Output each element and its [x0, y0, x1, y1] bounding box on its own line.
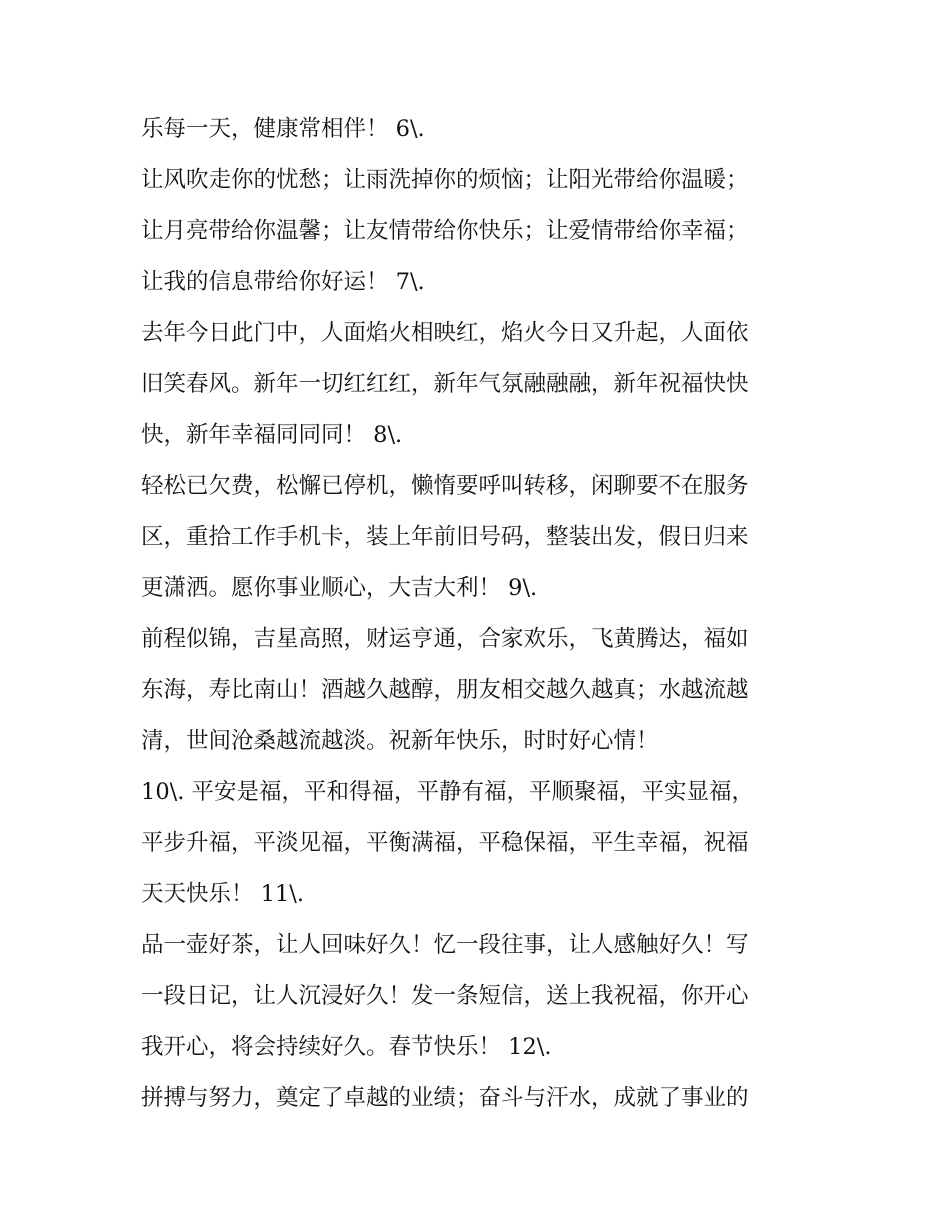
text-line: 轻松已欠费，松懈已停机，懒惰要呼叫转移，闲聊要不在服务 [141, 473, 749, 499]
text-line: 平步升福，平淡见福，平衡满福，平稳保福，平生幸福，祝福 [141, 830, 749, 856]
text-line: 让我的信息带给你好运！ 7\. [141, 269, 425, 295]
text-line: 我开心，将会持续好久。春节快乐！ 12\. [141, 1034, 552, 1060]
text-line: 东海，寿比南山！酒越久越醇，朋友相交越久越真；水越流越 [141, 677, 749, 703]
text-line: 让风吹走你的忧愁；让雨洗掉你的烦恼；让阳光带给你温暖； [141, 167, 749, 193]
text-line: 10\. 平安是福，平和得福，平静有福，平顺聚福，平实显福， [141, 779, 755, 805]
text-line: 天天快乐！ 11\. [141, 881, 305, 907]
body-text [141, 104, 821, 1124]
text-line: 更潇洒。愿你事业顺心，大吉大利！ 9\. [141, 575, 538, 601]
text-line: 快，新年幸福同同同！ 8\. [141, 422, 403, 448]
text-line: 拼搏与努力，奠定了卓越的业绩；奋斗与汗水，成就了事业的 [141, 1085, 749, 1111]
text-line: 去年今日此门中，人面焰火相映红，焰火今日又升起，人面依 [141, 320, 749, 346]
text-line: 清，世间沧桑越流越淡。祝新年快乐，时时好心情！ [141, 728, 659, 754]
text-line: 旧笑春风。新年一切红红红，新年气氛融融融，新年祝福快快 [141, 371, 749, 397]
text-line: 让月亮带给你温馨；让友情带给你快乐；让爱情带给你幸福； [141, 218, 749, 244]
text-line: 前程似锦，吉星高照，财运亨通，合家欢乐，飞黄腾达，福如 [141, 626, 749, 652]
text-line: 区，重拾工作手机卡，装上年前旧号码，整装出发，假日归来 [141, 524, 749, 550]
text-line: 品一壶好茶，让人回味好久！忆一段往事，让人感触好久！写 [141, 932, 749, 958]
text-line: 乐每一天，健康常相伴！ 6\. [141, 116, 425, 142]
text-line: 一段日记，让人沉浸好久！发一条短信，送上我祝福，你开心 [141, 983, 749, 1009]
